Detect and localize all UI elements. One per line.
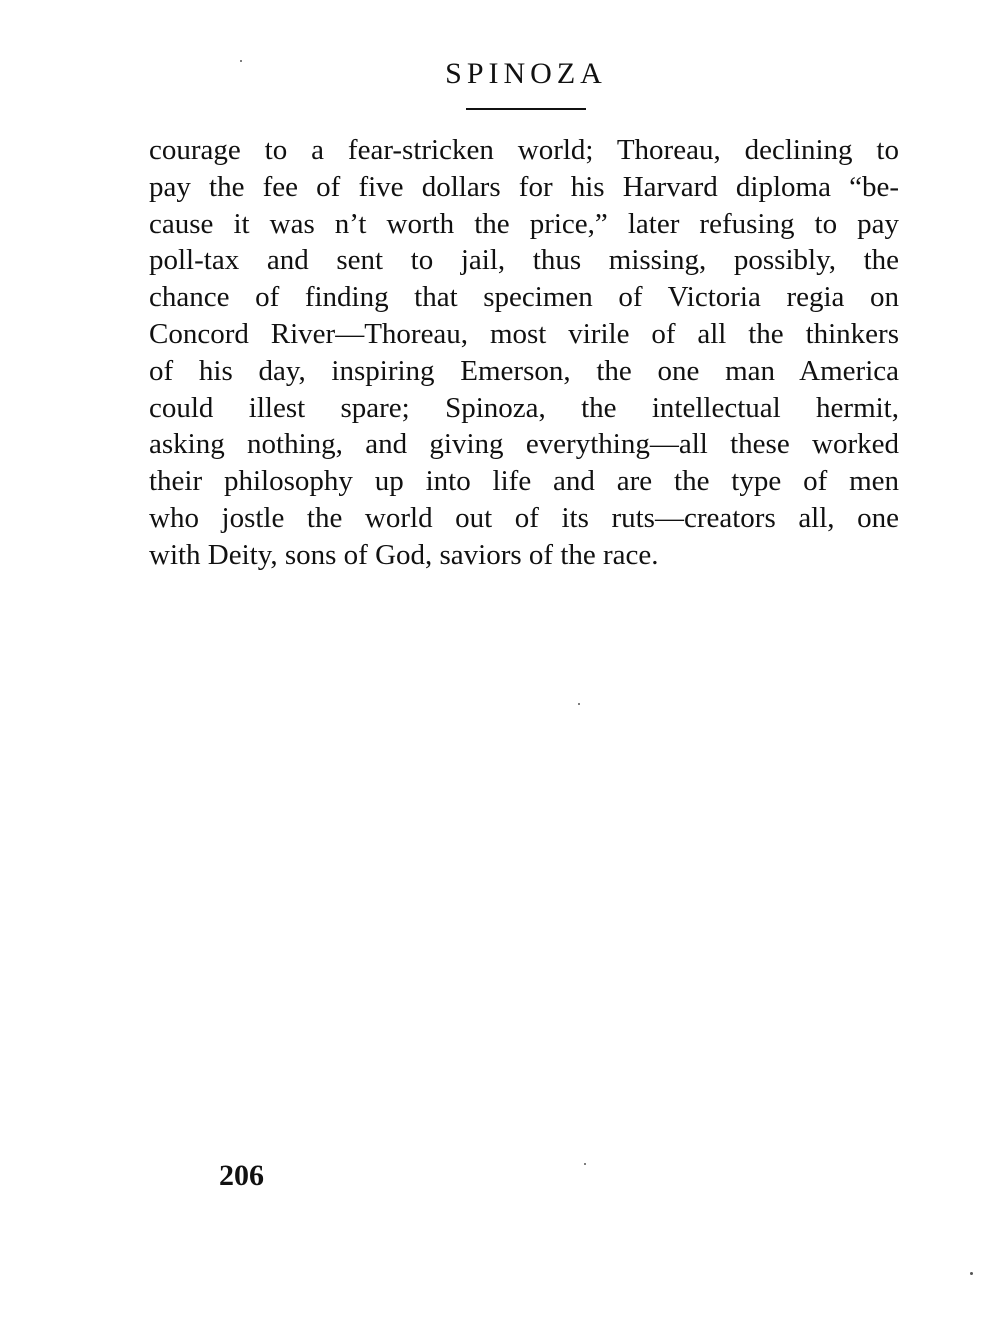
text-line: of his day, inspiring Emerson, the one man America xyxy=(149,354,899,387)
text-line: could illest spare; Spinoza, the intellectual hermit, xyxy=(149,391,899,424)
text-line: asking nothing, and giving everything—all these worked xyxy=(149,428,899,461)
text-line: their philosophy up into life and are the type of men xyxy=(149,465,899,498)
text-line: who jostle the world out of its ruts—creators all, one xyxy=(149,501,899,534)
scan-speck xyxy=(970,1272,973,1275)
running-head: SPINOZA xyxy=(445,57,607,90)
body-paragraph xyxy=(149,132,899,574)
text-line: Concord River—Thoreau, most virile of all the thinkers xyxy=(149,317,899,350)
text-line: poll-tax and sent to jail, thus missing, possibly, the xyxy=(149,244,899,277)
page-number: 206 xyxy=(219,1159,264,1192)
scan-speck xyxy=(240,60,242,62)
head-rule xyxy=(466,108,586,110)
text-line: courage to a fear-stricken world; Thoreau, declining to xyxy=(149,134,899,166)
text-line: chance of finding that specimen of Victoria regia on xyxy=(149,281,899,314)
scan-speck xyxy=(578,703,580,705)
text-line: pay the fee of five dollars for his Harvard diploma “be- xyxy=(149,170,899,203)
text-line: with Deity, sons of God, saviors of the race. xyxy=(149,538,659,571)
text-line: cause it was n’t worth the price,” later refusing to pay xyxy=(149,207,899,240)
scan-speck xyxy=(584,1163,586,1165)
